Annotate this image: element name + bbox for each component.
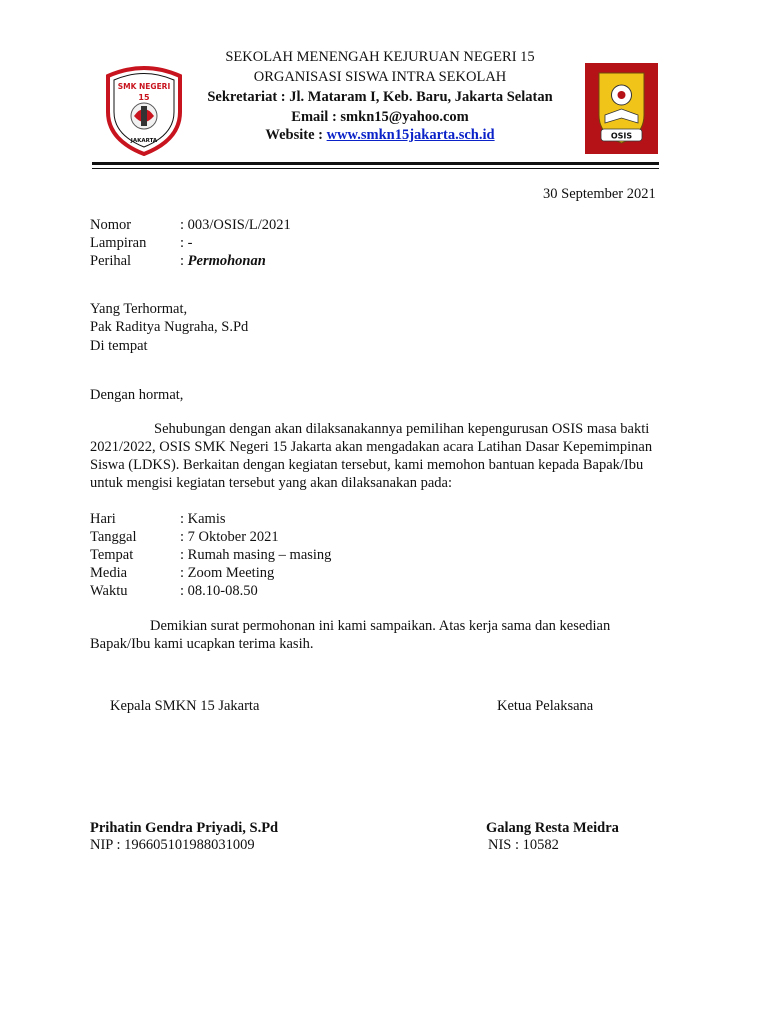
recipient-name: Pak Raditya Nugraha, S.Pd (90, 319, 249, 335)
meta-value-prefix: : (180, 253, 188, 269)
right-signatory-name: Galang Resta Meidra (486, 820, 619, 836)
schedule-value: : Zoom Meeting (180, 565, 275, 581)
website-link[interactable]: www.smkn15jakarta.sch.id (326, 127, 495, 143)
osis-logo-icon (585, 63, 658, 154)
school-name: SEKOLAH MENENGAH KEJURUAN NEGERI 15 (225, 49, 535, 65)
meta-row (90, 252, 266, 270)
secretariat-address: Sekretariat : Jl. Mataram I, Keb. Baru, Jakarta Selatan (207, 89, 553, 105)
schedule-row (90, 564, 274, 582)
header-divider-thin (92, 168, 659, 169)
schedule-label: Waktu (90, 583, 128, 599)
left-signatory-title: Kepala SMKN 15 Jakarta (110, 698, 260, 714)
subject-value: Permohonan (187, 253, 266, 269)
smk-logo-text-top: SMK NEGERI (117, 82, 171, 91)
website-label: Website : (265, 127, 327, 143)
smk-logo-text-bottom: JAKARTA (130, 138, 158, 144)
schedule-value: : Rumah masing – masing (180, 547, 332, 563)
email-line: Email : smkn15@yahoo.com (291, 109, 469, 125)
meta-label: Lampiran (90, 235, 147, 251)
website-line (180, 126, 580, 144)
schedule-row (90, 582, 258, 600)
schedule-value: : Kamis (180, 511, 226, 527)
meta-value: : 003/OSIS/L/2021 (180, 217, 291, 233)
left-signatory-name: Prihatin Gendra Priyadi, S.Pd (90, 820, 279, 836)
schedule-row (90, 528, 279, 546)
right-signatory-title: Ketua Pelaksana (497, 698, 594, 714)
meta-label: Perihal (90, 253, 132, 269)
schedule-label: Tempat (90, 547, 134, 563)
schedule-value: : 7 Oktober 2021 (180, 529, 279, 545)
recipient-line: Yang Terhormat, (90, 301, 188, 317)
schedule-value: : 08.10-08.50 (180, 583, 258, 599)
schedule-row (90, 546, 331, 564)
greeting: Dengan hormat, (90, 387, 184, 403)
smk-logo-text-num: 15 (138, 93, 150, 102)
schedule-label: Media (90, 565, 128, 581)
organization-name: ORGANISASI SISWA INTRA SEKOLAH (253, 69, 507, 85)
osis-logo-text: OSIS (610, 131, 633, 141)
recipient-place: Di tempat (90, 338, 148, 354)
body-paragraph: Sehubungan dengan akan dilaksanakannya pemilihan kepengurusan OSIS masa bakti 2021/2022, OSIS SMK Negeri 15 Jakarta akan mengadakan acara Latihan Dasar Kepemimpinan Siswa (LDKS). Berkaitan dengan kegiatan tersebut, kami memohon bantuan kepada Bapak/Ibu untuk mengisi kegiatan tersebut yang akan dilaksanakan pada: (90, 421, 653, 491)
meta-value: : - (180, 235, 193, 251)
meta-row (90, 234, 192, 252)
schedule-row (90, 510, 226, 528)
header-divider-thick (92, 162, 659, 165)
schedule-label: Hari (90, 511, 116, 527)
right-signatory-id: NIS : 10582 (488, 837, 559, 853)
schedule-label: Tanggal (90, 529, 137, 545)
meta-row (90, 216, 291, 234)
meta-label: Nomor (90, 217, 132, 233)
smk-logo-icon (104, 62, 184, 156)
closing-paragraph: Demikian surat permohonan ini kami sampaikan. Atas kerja sama dan kesedian Bapak/Ibu kami ucapkan terima kasih. (90, 618, 611, 652)
left-signatory-id: NIP : 196605101988031009 (90, 837, 255, 853)
letter-date: 30 September 2021 (543, 186, 656, 202)
